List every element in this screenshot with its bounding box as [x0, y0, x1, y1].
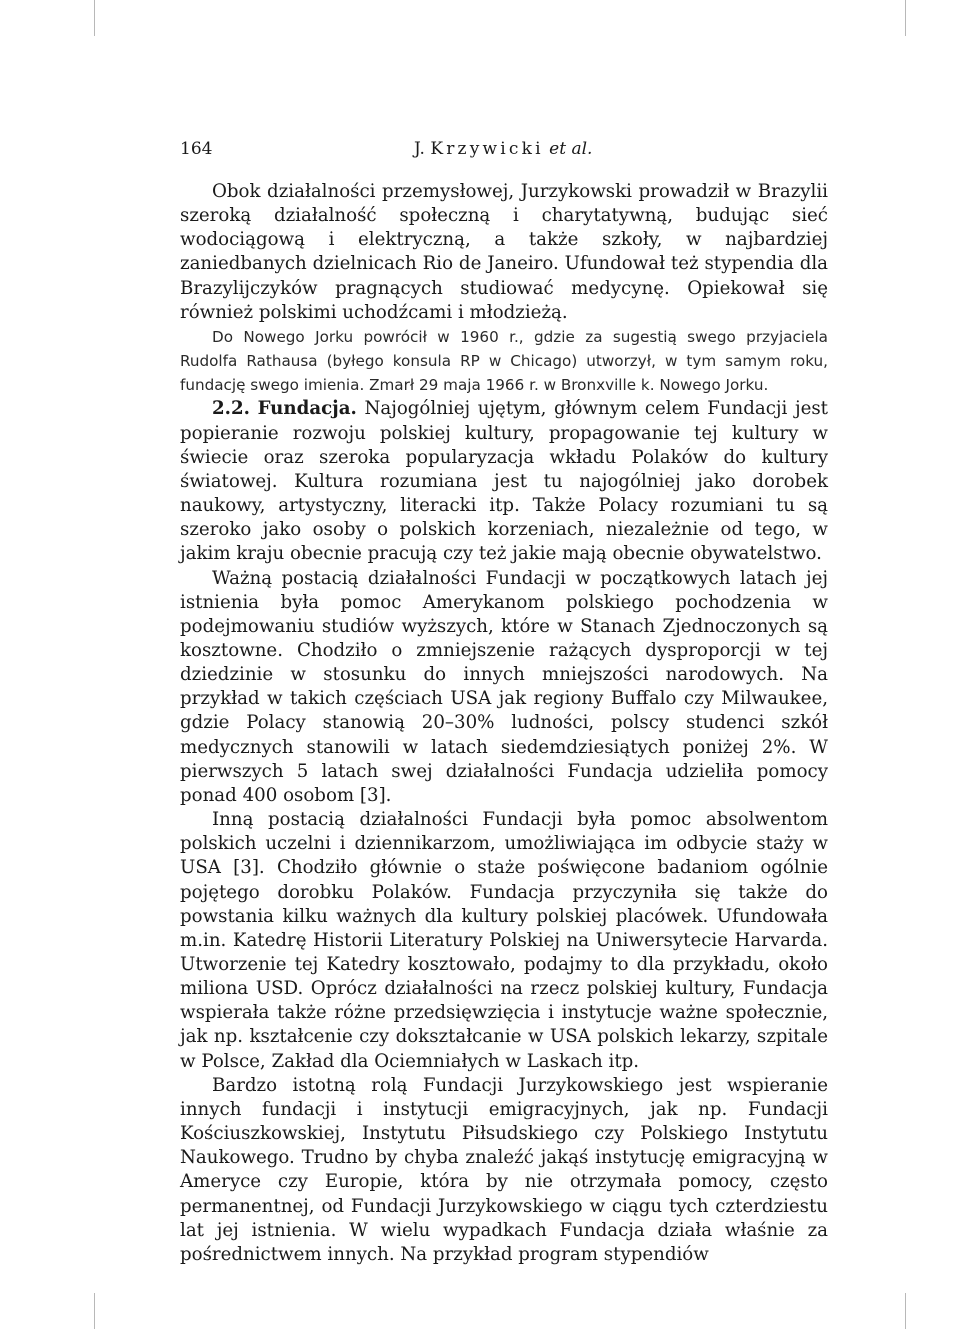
- crop-mark-top-right: [905, 0, 906, 36]
- paragraph-5: Inną postacią działalności Fundacji była pomoc absolwentom polskich uczelni i dziennikarzom, umożliwiająca im odbycie staży w USA [3]. Chodziło głównie o staże poświęcone badaniom ogólnie pojętego dorobku Polaków. Fundacja przyczyniła się także do powstania kilku ważnych dla kultury polskiej placówek. Ufundowała m.in. Katedrę Historii Literatury Polskiej na Uniwersytecie Harvarda. Utworzenie tej Katedry kosztowało, podajmy to dla przykładu, około miliona USD. Oprócz działalności na rzecz polskiej kultury, Fundacja wspierała także różne przedsięwzięcia i instytucje ważne społecznie, jak np. kształcenie czy dokształcanie w USA polskich lekarzy, szpitale w Polsce, Zakład dla Ociemniałych w Laskach itp.: [180, 809, 828, 1072]
- section-number: 2.2.: [212, 398, 250, 420]
- paragraph-1: Obok działalności przemysłowej, Jurzykowski prowadził w Brazylii szeroką działalność społeczną i charytatywną, budując sieć wodociągową i elektryczną, a także szkoły, w najbardziej zaniedbanych dzielnicach Rio de Janeiro. Ufundował też stypendia dla Brazylijczyków pragnących studiować medycynę. Opiekował się również polskimi uchodźcami i młodzieżą.: [180, 181, 828, 323]
- paragraph-6: Bardzo istotną rolą Fundacji Jurzykowskiego jest wspieranie innych fundacji i instytucji emigracyjnych, jak np. Fundacji Kościuszkowskiej, Instytutu Piłsudskiego czy Polskiego Instytutu Naukowego. Trudno by chyba znaleźć jakąś instytucję emigracyjną w Ameryce czy Europie, która by nie otrzymała pomocy, często permanentnej, od Fundacji Jurzykowskiego w ciągu tych czterdziestu lat jej istnienia. W wielu wypadkach Fundacja działa właśnie za pośrednictwem innych. Na przykład program stypendiów: [180, 1074, 828, 1265]
- paragraph-3-text: Najogólniej ujętym, głównym celem Fundacji jest popieranie rozwoju polskiej kultury, propagowanie tej kultury w świecie oraz szeroka popularyzacja wkładu Polaków do kultury światowej. Kultura rozumiana jest tu najogólniej jako dorobek naukowy, artystyczny, literacki itp. Także Polacy rozumiani tu są szeroko jako osoby o polskich korzeniach, niezależnie od tego, w jakim kraju obecnie pracują czy też jakie mają obecnie obywatelstwo.: [180, 398, 828, 565]
- paragraph-4: Ważną postacią działalności Fundacji w początkowych latach jej istnienia była pomoc Amerykanom polskiego pochodzenia w podejmowaniu studiów wyższych, które w Stanach Zjednoczonych są kosztowne. Chodziło o zmniejszenie rażących dysproporcji w tej dziedzinie w stosunku do innych mniejszości narodowych. Na przykład w takich częściach USA jak regiony Buffalo czy Milwaukee, gdzie Polacy stanowią 20–30% ludności, polscy studenci szkół medycznych stanowili w latach siedemdziesiątych poniżej 2%. W pierwszych 5 latach swej działalności Fundacja udzieliła pomocy ponad 400 osobom [3].: [180, 567, 828, 806]
- section-title: Fundacja.: [257, 398, 357, 420]
- paragraph-3: [180, 397, 828, 566]
- running-title: [414, 136, 592, 162]
- et-al: et al.: [549, 139, 593, 159]
- author-surname: Krzywicki: [430, 139, 544, 159]
- page-number: 164: [180, 139, 213, 159]
- paragraph-2: Do Nowego Jorku powrócił w 1960 r., gdzie za sugestią swego przyjaciela Rudolfa Rathausa (byłego konsula RP w Chicago) utworzył, w tym samym roku, fundację swego imienia. Zmarł 29 maja 1966 r. w Bronxville k. Nowego Jorku.: [180, 327, 828, 395]
- crop-mark-top-left: [94, 0, 95, 36]
- author-initial: J.: [414, 139, 425, 159]
- article-body: [180, 180, 828, 1267]
- running-header: [180, 136, 828, 162]
- crop-mark-bottom-right: [905, 1293, 906, 1329]
- crop-mark-bottom-left: [94, 1293, 95, 1329]
